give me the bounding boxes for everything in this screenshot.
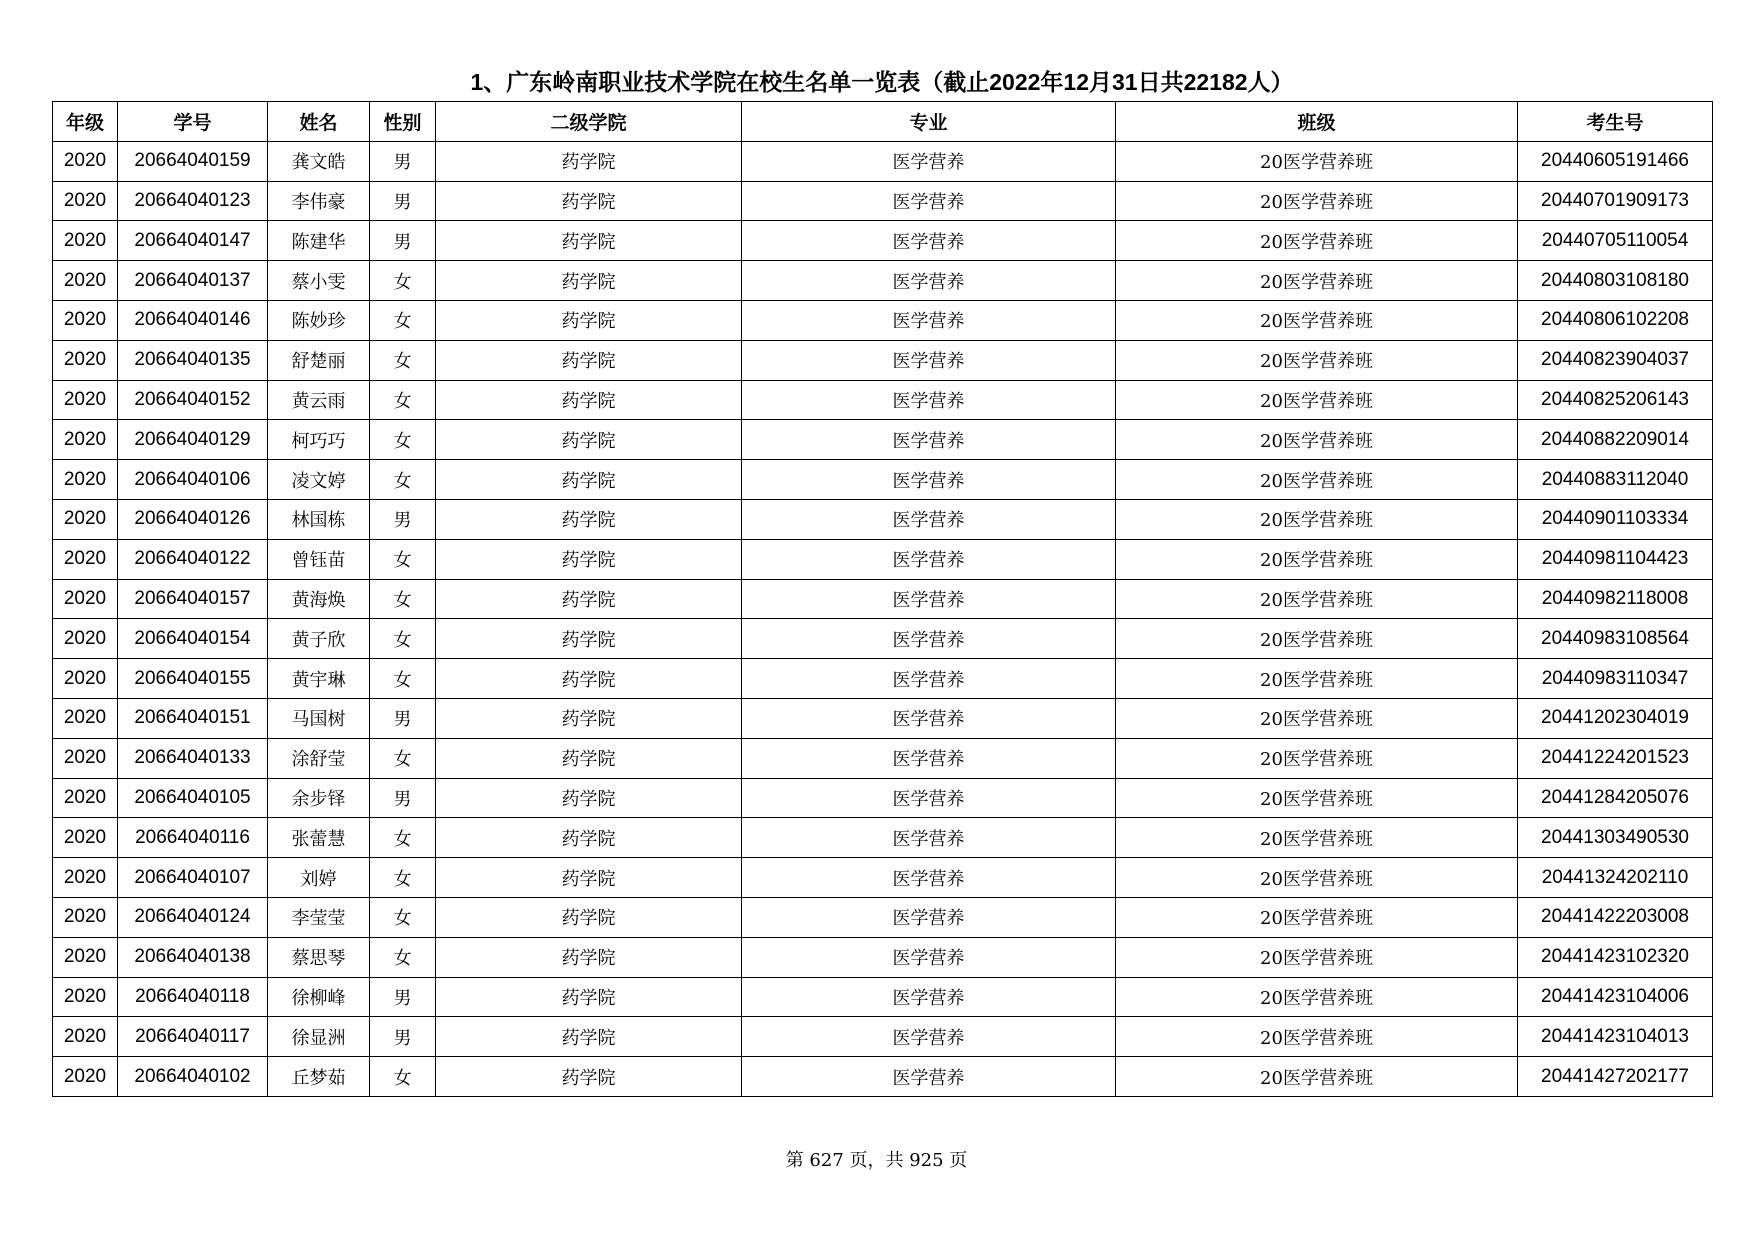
cell-class: 20医学营养班	[1116, 141, 1518, 181]
table-row	[53, 141, 1713, 181]
cell-student-id: 20664040151	[118, 698, 268, 738]
cell-major: 医学营养	[742, 579, 1116, 619]
header-gender: 性别	[370, 102, 436, 142]
cell-college: 药学院	[436, 141, 742, 181]
cell-student-id: 20664040107	[118, 858, 268, 898]
cell-class: 20医学营养班	[1116, 380, 1518, 420]
cell-class: 20医学营养班	[1116, 539, 1518, 579]
cell-student-id: 20664040106	[118, 460, 268, 500]
cell-college: 药学院	[436, 499, 742, 539]
cell-major: 医学营养	[742, 300, 1116, 340]
cell-class: 20医学营养班	[1116, 1057, 1518, 1097]
cell-grade: 2020	[53, 261, 118, 301]
cell-grade: 2020	[53, 897, 118, 937]
cell-major: 医学营养	[742, 1017, 1116, 1057]
cell-student-id: 20664040129	[118, 420, 268, 460]
cell-major: 医学营养	[742, 738, 1116, 778]
cell-exam-id: 20440983110347	[1518, 659, 1713, 699]
cell-gender: 女	[370, 659, 436, 699]
cell-gender: 女	[370, 897, 436, 937]
cell-class: 20医学营养班	[1116, 300, 1518, 340]
cell-college: 药学院	[436, 937, 742, 977]
cell-gender: 女	[370, 858, 436, 898]
cell-college: 药学院	[436, 698, 742, 738]
cell-exam-id: 20441324202110	[1518, 858, 1713, 898]
table-row	[53, 539, 1713, 579]
cell-gender: 女	[370, 539, 436, 579]
cell-grade: 2020	[53, 420, 118, 460]
table-row	[53, 778, 1713, 818]
cell-major: 医学营养	[742, 460, 1116, 500]
cell-exam-id: 20440705110054	[1518, 221, 1713, 261]
cell-major: 医学营养	[742, 420, 1116, 460]
cell-exam-id: 20440882209014	[1518, 420, 1713, 460]
cell-major: 医学营养	[742, 977, 1116, 1017]
cell-name: 柯巧巧	[268, 420, 370, 460]
cell-exam-id: 20440825206143	[1518, 380, 1713, 420]
student-roster-table	[52, 101, 1713, 1097]
cell-student-id: 20664040135	[118, 340, 268, 380]
cell-college: 药学院	[436, 1017, 742, 1057]
cell-student-id: 20664040116	[118, 818, 268, 858]
table-row	[53, 858, 1713, 898]
cell-exam-id: 20440803108180	[1518, 261, 1713, 301]
cell-student-id: 20664040117	[118, 1017, 268, 1057]
cell-college: 药学院	[436, 818, 742, 858]
cell-class: 20医学营养班	[1116, 778, 1518, 818]
table-row	[53, 181, 1713, 221]
table-row	[53, 221, 1713, 261]
cell-major: 医学营养	[742, 141, 1116, 181]
cell-college: 药学院	[436, 778, 742, 818]
cell-grade: 2020	[53, 539, 118, 579]
cell-name: 黄子欣	[268, 619, 370, 659]
cell-grade: 2020	[53, 818, 118, 858]
cell-student-id: 20664040159	[118, 141, 268, 181]
cell-gender: 女	[370, 261, 436, 301]
cell-college: 药学院	[436, 977, 742, 1017]
cell-gender: 女	[370, 818, 436, 858]
cell-class: 20医学营养班	[1116, 499, 1518, 539]
cell-college: 药学院	[436, 858, 742, 898]
cell-student-id: 20664040118	[118, 977, 268, 1017]
cell-college: 药学院	[436, 659, 742, 699]
cell-gender: 女	[370, 300, 436, 340]
cell-major: 医学营养	[742, 698, 1116, 738]
cell-name: 徐显洲	[268, 1017, 370, 1057]
cell-gender: 男	[370, 221, 436, 261]
header-name: 姓名	[268, 102, 370, 142]
cell-grade: 2020	[53, 340, 118, 380]
cell-grade: 2020	[53, 659, 118, 699]
cell-name: 徐柳峰	[268, 977, 370, 1017]
cell-class: 20医学营养班	[1116, 181, 1518, 221]
cell-name: 黄宇琳	[268, 659, 370, 699]
cell-grade: 2020	[53, 937, 118, 977]
cell-grade: 2020	[53, 778, 118, 818]
cell-student-id: 20664040126	[118, 499, 268, 539]
cell-major: 医学营养	[742, 539, 1116, 579]
cell-major: 医学营养	[742, 340, 1116, 380]
cell-gender: 女	[370, 420, 436, 460]
table-row	[53, 977, 1713, 1017]
cell-class: 20医学营养班	[1116, 221, 1518, 261]
table-row	[53, 659, 1713, 699]
cell-gender: 男	[370, 181, 436, 221]
cell-class: 20医学营养班	[1116, 738, 1518, 778]
cell-name: 黄海焕	[268, 579, 370, 619]
cell-exam-id: 20440701909173	[1518, 181, 1713, 221]
cell-name: 李莹莹	[268, 897, 370, 937]
cell-college: 药学院	[436, 420, 742, 460]
cell-name: 蔡小雯	[268, 261, 370, 301]
cell-grade: 2020	[53, 579, 118, 619]
cell-exam-id: 20440901103334	[1518, 499, 1713, 539]
cell-gender: 女	[370, 460, 436, 500]
page-title: 1、广东岭南职业技术学院在校生名单一览表（截止2022年12月31日共22182人）	[470, 69, 1294, 95]
cell-grade: 2020	[53, 221, 118, 261]
header-grade: 年级	[53, 102, 118, 142]
cell-major: 医学营养	[742, 181, 1116, 221]
cell-name: 李伟豪	[268, 181, 370, 221]
cell-name: 龚文皓	[268, 141, 370, 181]
cell-grade: 2020	[53, 619, 118, 659]
cell-class: 20医学营养班	[1116, 1017, 1518, 1057]
cell-major: 医学营养	[742, 778, 1116, 818]
table-row	[53, 380, 1713, 420]
cell-gender: 女	[370, 380, 436, 420]
cell-gender: 男	[370, 499, 436, 539]
cell-class: 20医学营养班	[1116, 579, 1518, 619]
table-row	[53, 1057, 1713, 1097]
cell-grade: 2020	[53, 499, 118, 539]
cell-college: 药学院	[436, 738, 742, 778]
cell-name: 黄云雨	[268, 380, 370, 420]
table-row	[53, 499, 1713, 539]
cell-major: 医学营养	[742, 380, 1116, 420]
cell-student-id: 20664040123	[118, 181, 268, 221]
cell-class: 20医学营养班	[1116, 420, 1518, 460]
table-row	[53, 300, 1713, 340]
table-row	[53, 897, 1713, 937]
cell-exam-id: 20440823904037	[1518, 340, 1713, 380]
cell-name: 刘婷	[268, 858, 370, 898]
cell-major: 医学营养	[742, 221, 1116, 261]
cell-name: 凌文婷	[268, 460, 370, 500]
cell-college: 药学院	[436, 221, 742, 261]
cell-gender: 男	[370, 778, 436, 818]
cell-student-id: 20664040105	[118, 778, 268, 818]
cell-name: 蔡思琴	[268, 937, 370, 977]
cell-major: 医学营养	[742, 261, 1116, 301]
cell-exam-id: 20440883112040	[1518, 460, 1713, 500]
cell-gender: 男	[370, 1017, 436, 1057]
cell-exam-id: 20440605191466	[1518, 141, 1713, 181]
cell-grade: 2020	[53, 858, 118, 898]
cell-grade: 2020	[53, 181, 118, 221]
table-row	[53, 420, 1713, 460]
cell-student-id: 20664040152	[118, 380, 268, 420]
cell-college: 药学院	[436, 1057, 742, 1097]
table-header-row	[53, 102, 1713, 142]
cell-grade: 2020	[53, 300, 118, 340]
cell-grade: 2020	[53, 380, 118, 420]
cell-student-id: 20664040147	[118, 221, 268, 261]
cell-major: 医学营养	[742, 858, 1116, 898]
cell-major: 医学营养	[742, 619, 1116, 659]
cell-name: 丘梦茹	[268, 1057, 370, 1097]
cell-college: 药学院	[436, 300, 742, 340]
cell-exam-id: 20440983108564	[1518, 619, 1713, 659]
cell-student-id: 20664040138	[118, 937, 268, 977]
cell-major: 医学营养	[742, 897, 1116, 937]
cell-name: 舒楚丽	[268, 340, 370, 380]
table-row	[53, 818, 1713, 858]
table-row	[53, 460, 1713, 500]
cell-exam-id: 20440981104423	[1518, 539, 1713, 579]
cell-college: 药学院	[436, 380, 742, 420]
cell-exam-id: 20440982118008	[1518, 579, 1713, 619]
cell-gender: 男	[370, 141, 436, 181]
cell-name: 陈妙珍	[268, 300, 370, 340]
cell-college: 药学院	[436, 460, 742, 500]
cell-exam-id: 20441284205076	[1518, 778, 1713, 818]
cell-grade: 2020	[53, 1017, 118, 1057]
cell-major: 医学营养	[742, 937, 1116, 977]
cell-college: 药学院	[436, 619, 742, 659]
cell-exam-id: 20441303490530	[1518, 818, 1713, 858]
cell-major: 医学营养	[742, 499, 1116, 539]
cell-class: 20医学营养班	[1116, 937, 1518, 977]
header-class: 班级	[1116, 102, 1518, 142]
cell-name: 林国栋	[268, 499, 370, 539]
cell-class: 20医学营养班	[1116, 897, 1518, 937]
cell-class: 20医学营养班	[1116, 460, 1518, 500]
header-college: 二级学院	[436, 102, 742, 142]
cell-exam-id: 20441422203008	[1518, 897, 1713, 937]
cell-exam-id: 20441202304019	[1518, 698, 1713, 738]
cell-class: 20医学营养班	[1116, 818, 1518, 858]
table-row	[53, 937, 1713, 977]
table-body	[53, 141, 1713, 1096]
cell-student-id: 20664040137	[118, 261, 268, 301]
cell-student-id: 20664040122	[118, 539, 268, 579]
cell-gender: 女	[370, 738, 436, 778]
cell-class: 20医学营养班	[1116, 261, 1518, 301]
cell-college: 药学院	[436, 539, 742, 579]
cell-grade: 2020	[53, 141, 118, 181]
cell-grade: 2020	[53, 1057, 118, 1097]
table-row	[53, 1017, 1713, 1057]
table-row	[53, 261, 1713, 301]
cell-college: 药学院	[436, 261, 742, 301]
cell-gender: 女	[370, 937, 436, 977]
cell-class: 20医学营养班	[1116, 340, 1518, 380]
cell-student-id: 20664040154	[118, 619, 268, 659]
cell-name: 张蕾慧	[268, 818, 370, 858]
cell-student-id: 20664040124	[118, 897, 268, 937]
cell-student-id: 20664040102	[118, 1057, 268, 1097]
cell-class: 20医学营养班	[1116, 858, 1518, 898]
table-row	[53, 698, 1713, 738]
cell-gender: 女	[370, 619, 436, 659]
cell-grade: 2020	[53, 738, 118, 778]
cell-exam-id: 20441423102320	[1518, 937, 1713, 977]
table-row	[53, 340, 1713, 380]
header-exam-id: 考生号	[1518, 102, 1713, 142]
cell-class: 20医学营养班	[1116, 698, 1518, 738]
cell-student-id: 20664040157	[118, 579, 268, 619]
cell-student-id: 20664040146	[118, 300, 268, 340]
cell-student-id: 20664040133	[118, 738, 268, 778]
cell-major: 医学营养	[742, 818, 1116, 858]
page-footer: 第 627 页，共 925 页	[785, 1150, 968, 1171]
cell-gender: 女	[370, 579, 436, 619]
cell-class: 20医学营养班	[1116, 659, 1518, 699]
table-row	[53, 619, 1713, 659]
cell-gender: 女	[370, 340, 436, 380]
cell-student-id: 20664040155	[118, 659, 268, 699]
cell-name: 马国树	[268, 698, 370, 738]
table-row	[53, 579, 1713, 619]
cell-name: 涂舒莹	[268, 738, 370, 778]
cell-exam-id: 20441427202177	[1518, 1057, 1713, 1097]
cell-exam-id: 20441423104006	[1518, 977, 1713, 1017]
cell-gender: 男	[370, 977, 436, 1017]
cell-college: 药学院	[436, 579, 742, 619]
cell-class: 20医学营养班	[1116, 619, 1518, 659]
cell-class: 20医学营养班	[1116, 977, 1518, 1017]
cell-college: 药学院	[436, 897, 742, 937]
header-student-id: 学号	[118, 102, 268, 142]
cell-gender: 女	[370, 1057, 436, 1097]
cell-grade: 2020	[53, 977, 118, 1017]
cell-major: 医学营养	[742, 659, 1116, 699]
cell-name: 余步铎	[268, 778, 370, 818]
header-major: 专业	[742, 102, 1116, 142]
cell-college: 药学院	[436, 340, 742, 380]
cell-exam-id: 20440806102208	[1518, 300, 1713, 340]
cell-exam-id: 20441423104013	[1518, 1017, 1713, 1057]
cell-grade: 2020	[53, 698, 118, 738]
cell-major: 医学营养	[742, 1057, 1116, 1097]
cell-gender: 男	[370, 698, 436, 738]
cell-college: 药学院	[436, 181, 742, 221]
cell-name: 陈建华	[268, 221, 370, 261]
cell-name: 曾钰苗	[268, 539, 370, 579]
table-row	[53, 738, 1713, 778]
cell-grade: 2020	[53, 460, 118, 500]
cell-exam-id: 20441224201523	[1518, 738, 1713, 778]
